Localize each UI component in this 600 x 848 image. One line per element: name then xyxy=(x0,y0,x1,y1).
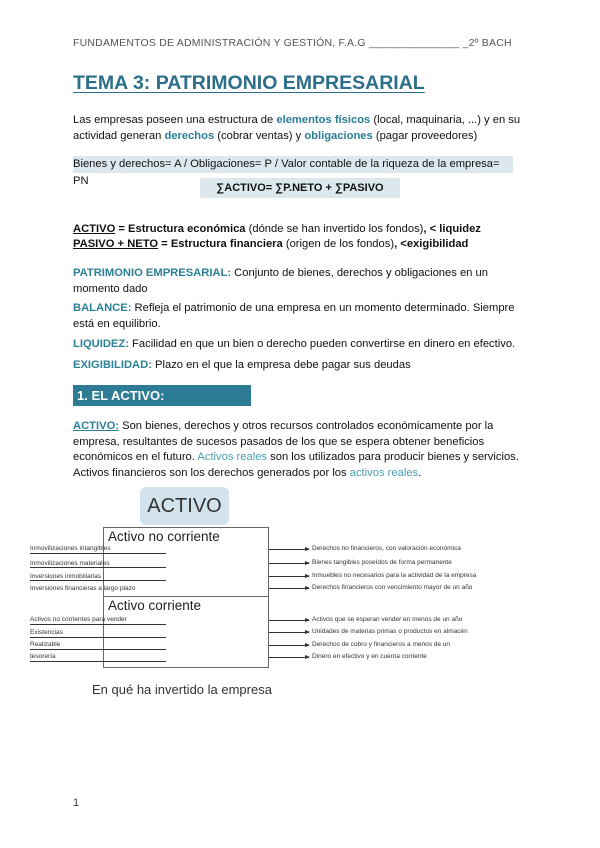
intro-text: (pagar proveedores) xyxy=(372,129,478,142)
structure-note: (origen de los fondos) xyxy=(282,238,395,250)
arrow-icon xyxy=(269,620,309,621)
activo-corriente-box xyxy=(103,596,269,668)
estructura-financiera: = Estructura financiera xyxy=(158,238,283,250)
definition-text: Refleja el patrimonio de una empresa en un momento determinado. Siempre está en equilibrio. xyxy=(73,302,515,330)
diagram-item: Activos no corrientes para vender xyxy=(30,616,127,623)
intro-text: (cobrar ventas) y xyxy=(214,129,305,142)
box-title: Activo corriente xyxy=(108,598,202,613)
paragraph-text: son los utilizados para producir bienes y servicios. Activos financieros son los derechos generados por los xyxy=(73,451,519,479)
definition-text: Plazo en el que la empresa debe pagar sus deudas xyxy=(151,359,411,371)
keyword-elementos-fisicos: elementos físicos xyxy=(276,114,371,126)
pasivo-structure-line xyxy=(73,237,533,252)
arrow-icon xyxy=(269,632,309,633)
paragraph-text: . xyxy=(418,466,422,479)
diagram-item: Inmovilizaciones intangibles xyxy=(30,545,111,552)
balance-formula: ∑ACTIVO= ∑P.NETO + ∑PASIVO xyxy=(200,178,400,198)
item-underline xyxy=(30,624,166,625)
page-number: 1 xyxy=(73,797,80,809)
exigibilidad-note: , <exigibilidad xyxy=(394,238,469,250)
diagram-description: Inmuebles no necesarios para la actividad de la empresa xyxy=(312,572,477,579)
diagram-description: Dinero en efectivo y en cuenta corriente xyxy=(312,653,427,660)
definition-term: PATRIMONIO EMPRESARIAL: xyxy=(73,267,232,279)
item-underline xyxy=(30,649,166,650)
section-heading-activo: 1. EL ACTIVO: xyxy=(73,385,251,406)
liquidez-note: , < liquidez xyxy=(423,223,481,235)
diagram-item: Realizable xyxy=(30,641,61,648)
definition-liquidez xyxy=(73,337,533,353)
arrow-icon xyxy=(269,563,309,564)
equation-line: Bienes y derechos= A / Obligaciones= P / Valor contable de la riqueza de la empresa= PN xyxy=(73,156,513,173)
keyword-activos-reales: activos reales xyxy=(349,466,419,479)
diagram-item: tesorería xyxy=(30,653,56,660)
definition-balance xyxy=(73,301,533,332)
page-header: FUNDAMENTOS DE ADMINISTRACIÓN Y GESTIÓN, F.A.G _______________ _2º BACH xyxy=(73,37,512,49)
arrow-icon xyxy=(269,645,309,646)
keyword-obligaciones: obligaciones xyxy=(304,129,373,142)
diagram-description: Bienes tangibles poseídos de forma permanente xyxy=(312,559,452,566)
diagram-description: Activos que se esperan vender en menos de un año xyxy=(312,616,463,623)
definition-text: Facilidad en que un bien o derecho pueden convertirse en dinero en efectivo. xyxy=(128,338,516,350)
diagram-description: Unidades de materias primas o productos en almacén xyxy=(312,628,468,635)
activo-badge: ACTIVO xyxy=(140,487,229,525)
definition-text: Conjunto de bienes, derechos y obligaciones en un momento dado xyxy=(73,267,488,295)
arrow-icon xyxy=(269,549,309,550)
definition-term: LIQUIDEZ: xyxy=(73,338,129,350)
intro-paragraph xyxy=(73,113,533,144)
diagram-description: Derechos de cobro y financieros a menos de un xyxy=(312,641,451,648)
definition-term: EXIGIBILIDAD: xyxy=(73,359,152,371)
activo-term: ACTIVO: xyxy=(73,420,119,432)
diagram-item: Existencias xyxy=(30,629,63,636)
diagram-description: Derechos no financieros, con valoración económica xyxy=(312,545,461,552)
diagram-item: Inversiones inmobiliarias xyxy=(30,573,102,580)
definition-exigibilidad xyxy=(73,358,533,374)
arrow-icon xyxy=(269,576,309,577)
estructura-economica: = Estructura económica xyxy=(115,223,246,235)
page-title: TEMA 3: PATRIMONIO EMPRESARIAL xyxy=(73,72,425,94)
diagram-item: Inversiones financieras a largo plazo xyxy=(30,585,136,592)
activo-definition-paragraph xyxy=(73,419,533,481)
arrow-icon xyxy=(269,588,309,589)
item-underline xyxy=(30,553,166,554)
paragraph-text: Son bienes, derechos y otros recursos controlados económicamente por la empresa, resultantes de sucesos pasados de los que se espera obtener beneficios económicos en el futuro. xyxy=(73,420,494,463)
activo-label: ACTIVO xyxy=(73,223,116,235)
structure-lines xyxy=(73,222,533,252)
intro-text: (local, maquinaria, ...) y en su actividad generan xyxy=(73,114,521,142)
item-underline xyxy=(30,567,166,568)
definition-term: BALANCE: xyxy=(73,302,132,314)
item-underline xyxy=(30,661,166,662)
diagram-description: Derechos financieros con vencimiento mayor de un año xyxy=(312,584,473,591)
pasivo-neto-label: PASIVO + NETO xyxy=(73,238,159,250)
arrow-icon xyxy=(269,657,309,658)
activo-structure-line xyxy=(73,222,533,237)
item-underline xyxy=(30,637,166,638)
keyword-derechos: derechos xyxy=(164,129,215,142)
keyword-activos-reales: Activos reales xyxy=(197,451,268,463)
diagram-item: Inmovilizaciones materiales xyxy=(30,560,110,567)
diagram-caption: En qué ha invertido la empresa xyxy=(92,682,272,697)
box-title: Activo no corriente xyxy=(108,529,220,544)
structure-note: (dónde se han invertido los fondos) xyxy=(245,223,424,235)
definition-patrimonio xyxy=(73,266,533,297)
item-underline xyxy=(30,580,166,581)
intro-text: Las empresas poseen una estructura de xyxy=(73,114,277,126)
